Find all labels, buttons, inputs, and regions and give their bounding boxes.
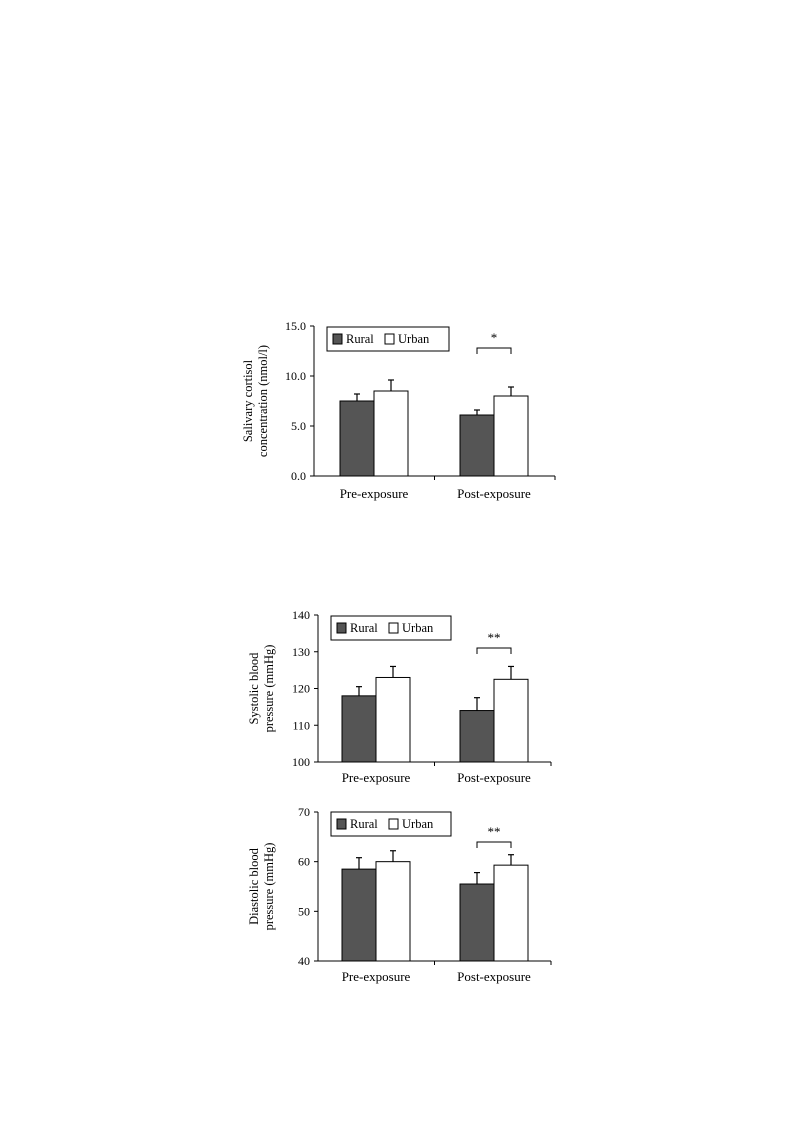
legend-label-rural: Rural xyxy=(350,621,378,635)
y-axis-label: Diastolic blood xyxy=(247,848,261,925)
significance-marker: * xyxy=(490,330,498,345)
y-axis-label: Systolic blood xyxy=(247,652,261,725)
legend-label-rural: Rural xyxy=(346,332,374,346)
category-label: Post-exposure xyxy=(457,486,531,501)
significance-marker: ** xyxy=(487,630,501,645)
y-tick-label: 40 xyxy=(298,954,310,968)
y-tick-label: 50 xyxy=(298,904,310,919)
bar-rural-post xyxy=(460,884,494,961)
category-label: Post-exposure xyxy=(457,969,531,984)
y-tick-label: 100 xyxy=(292,755,310,769)
y-tick-label: 10.0 xyxy=(285,369,306,383)
category-label: Post-exposure xyxy=(457,770,531,785)
bar-urban-pre xyxy=(376,862,410,961)
bar-urban-post xyxy=(494,865,528,961)
y-tick-label: 70 xyxy=(298,805,310,819)
y-axis-label: pressure (mmHg) xyxy=(262,842,276,931)
legend-swatch-urban xyxy=(389,819,398,829)
y-tick-label: 130 xyxy=(292,644,310,659)
y-tick-label: 120 xyxy=(292,681,310,696)
bar-rural-pre xyxy=(342,869,376,961)
category-label: Pre-exposure xyxy=(339,486,409,501)
category-label: Pre-exposure xyxy=(341,770,411,785)
significance-marker: ** xyxy=(487,824,501,839)
y-axis-label: pressure (mmHg) xyxy=(262,644,276,733)
y-tick-label: 5.0 xyxy=(291,419,306,433)
y-tick-label: 15.0 xyxy=(285,319,306,333)
significance-bracket xyxy=(477,842,511,848)
legend-label-urban: Urban xyxy=(402,817,434,831)
y-tick-label: 140 xyxy=(292,608,310,622)
legend-label-rural: Rural xyxy=(350,817,378,831)
legend-swatch-rural xyxy=(337,819,346,829)
legend-label-urban: Urban xyxy=(398,332,430,346)
y-tick-label: 60 xyxy=(298,854,310,869)
y-axis-label: concentration (nmol/l) xyxy=(256,344,270,458)
y-tick-label: 110 xyxy=(292,718,310,733)
y-axis-label: Salivary cortisol xyxy=(241,359,255,443)
category-label: Pre-exposure xyxy=(341,969,411,984)
legend-label-urban: Urban xyxy=(402,621,434,635)
y-tick-label: 0.0 xyxy=(291,469,306,483)
